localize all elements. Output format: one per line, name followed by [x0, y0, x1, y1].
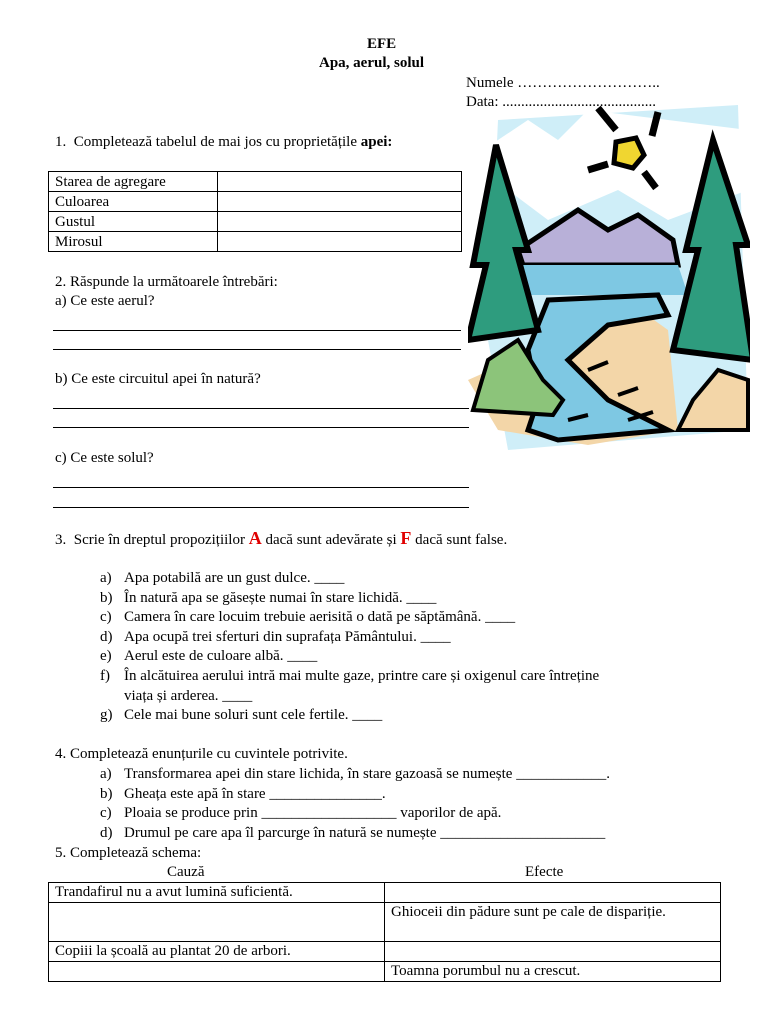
- table-row: [49, 962, 721, 982]
- table-row: [49, 942, 721, 962]
- cause-cell[interactable]: [49, 903, 385, 942]
- item-label: a): [100, 766, 112, 782]
- effect-cell: Ghioceii din pădure sunt pe cale de dispariție.: [385, 903, 721, 942]
- q1-table: [48, 171, 462, 252]
- name-field[interactable]: Numele ………………………..: [466, 75, 660, 91]
- answer-line[interactable]: [53, 487, 469, 488]
- item-label: a): [100, 570, 112, 586]
- q2b-question: b) Ce este circuitul apei în natură?: [55, 371, 261, 387]
- q1-answer-cell[interactable]: [218, 232, 462, 252]
- item-label: b): [100, 786, 113, 802]
- cause-effect-table: [48, 882, 721, 982]
- item-text: Transformarea apei din stare lichida, în stare gazoasă se numește ____________.: [124, 766, 610, 782]
- answer-line[interactable]: [53, 349, 461, 350]
- q3-item: [100, 688, 252, 705]
- answer-line[interactable]: [53, 427, 469, 428]
- item-label: d): [100, 629, 113, 645]
- q3-item: [100, 590, 436, 607]
- col-cause-header: Cauză: [167, 864, 205, 880]
- table-row: [49, 212, 462, 232]
- item-text: viața și arderea. ____: [124, 688, 253, 704]
- item-text: Drumul pe care apa îl parcurge în natură se numește ______________________: [124, 825, 606, 841]
- q4-item: [100, 766, 610, 783]
- item-text: Apa ocupă trei sferturi din suprafața Pământului. ____: [124, 629, 451, 645]
- cause-cell[interactable]: [49, 962, 385, 982]
- q1-row-label: Starea de agregare: [49, 172, 218, 192]
- item-label: c): [100, 609, 112, 625]
- school-name: EFE: [367, 36, 397, 52]
- q1-answer-cell[interactable]: [218, 172, 462, 192]
- letter-a: A: [248, 528, 262, 548]
- item-label: e): [100, 648, 112, 664]
- item-text: Camera în care locuim trebuie aerisită o dată pe săptămână. ____: [124, 609, 516, 625]
- item-text: Aerul este de culoare albă. ____: [124, 648, 318, 664]
- q4-item: [100, 805, 501, 822]
- q3-item: [100, 570, 344, 587]
- page-title: Apa, aerul, solul: [319, 55, 425, 71]
- effect-cell[interactable]: [385, 942, 721, 962]
- effect-cell[interactable]: [385, 883, 721, 903]
- item-label: c): [100, 805, 112, 821]
- table-row: [49, 172, 462, 192]
- col-effects-header: Efecte: [525, 864, 564, 880]
- q1-answer-cell[interactable]: [218, 192, 462, 212]
- item-text: În natură apa se găsește numai în stare lichidă. ____: [124, 590, 437, 606]
- q5-title: 5. Completează schema:: [55, 845, 202, 861]
- q3-item: [100, 648, 317, 665]
- item-label: d): [100, 825, 113, 841]
- item-label: f): [100, 668, 110, 684]
- q2c-question: c) Ce este solul?: [55, 450, 154, 466]
- item-text: Ploaia se produce prin __________________ vaporilor de apă.: [124, 805, 502, 821]
- q4-item: [100, 786, 386, 803]
- q1-row-label: Culoarea: [49, 192, 218, 212]
- table-row: [49, 192, 462, 212]
- q3-item: [100, 609, 515, 626]
- q3-text: Scrie în dreptul propozițiilor: [73, 532, 249, 548]
- q1-row-label: Mirosul: [49, 232, 218, 252]
- q2a-question: a) Ce este aerul?: [55, 293, 155, 309]
- q3-item: [100, 707, 382, 724]
- date-field[interactable]: Data: .........................................: [466, 94, 656, 110]
- cause-cell: Copiii la școală au plantat 20 de arbori.: [49, 942, 385, 962]
- item-text: Gheața este apă în stare _______________.: [124, 786, 386, 802]
- item-text: Apa potabilă are un gust dulce. ____: [124, 570, 345, 586]
- table-row: [49, 903, 721, 942]
- item-text: Cele mai bune soluri sunt cele fertile. ____: [124, 707, 383, 723]
- q3-number: 3.: [55, 532, 67, 548]
- q1-instruction: Completează tabelul de mai jos cu proprietățile: [73, 134, 361, 150]
- q4-title: 4. Completează enunțurile cu cuvintele potrivite.: [55, 746, 348, 762]
- item-text: În alcătuirea aerului intră mai multe gaze, printre care și oxigenul care întreține: [124, 668, 600, 684]
- q1-answer-cell[interactable]: [218, 212, 462, 232]
- q1-number: 1.: [55, 134, 67, 150]
- cause-cell: Trandafirul nu a avut lumină suficientă.: [49, 883, 385, 903]
- item-label: b): [100, 590, 113, 606]
- q4-item: [100, 825, 605, 842]
- letter-f: F: [400, 528, 412, 548]
- landscape-clipart-icon: [468, 100, 750, 458]
- answer-line[interactable]: [53, 408, 469, 409]
- q1-row-label: Gustul: [49, 212, 218, 232]
- q3-item: [100, 629, 451, 646]
- answer-line[interactable]: [53, 507, 469, 508]
- table-row: [49, 232, 462, 252]
- q1-bold-word: apei:: [360, 134, 393, 150]
- q3-item: [100, 668, 599, 685]
- answer-line[interactable]: [53, 330, 461, 331]
- effect-cell: Toamna porumbul nu a crescut.: [385, 962, 721, 982]
- q1-text: [55, 134, 392, 151]
- q3-text: dacă sunt adevărate și: [261, 532, 401, 548]
- item-label: g): [100, 707, 113, 723]
- q2-title: 2. Răspunde la următoarele întrebări:: [55, 274, 278, 290]
- q3-instruction: [55, 528, 507, 549]
- table-row: [49, 883, 721, 903]
- q3-text: dacă sunt false.: [411, 532, 508, 548]
